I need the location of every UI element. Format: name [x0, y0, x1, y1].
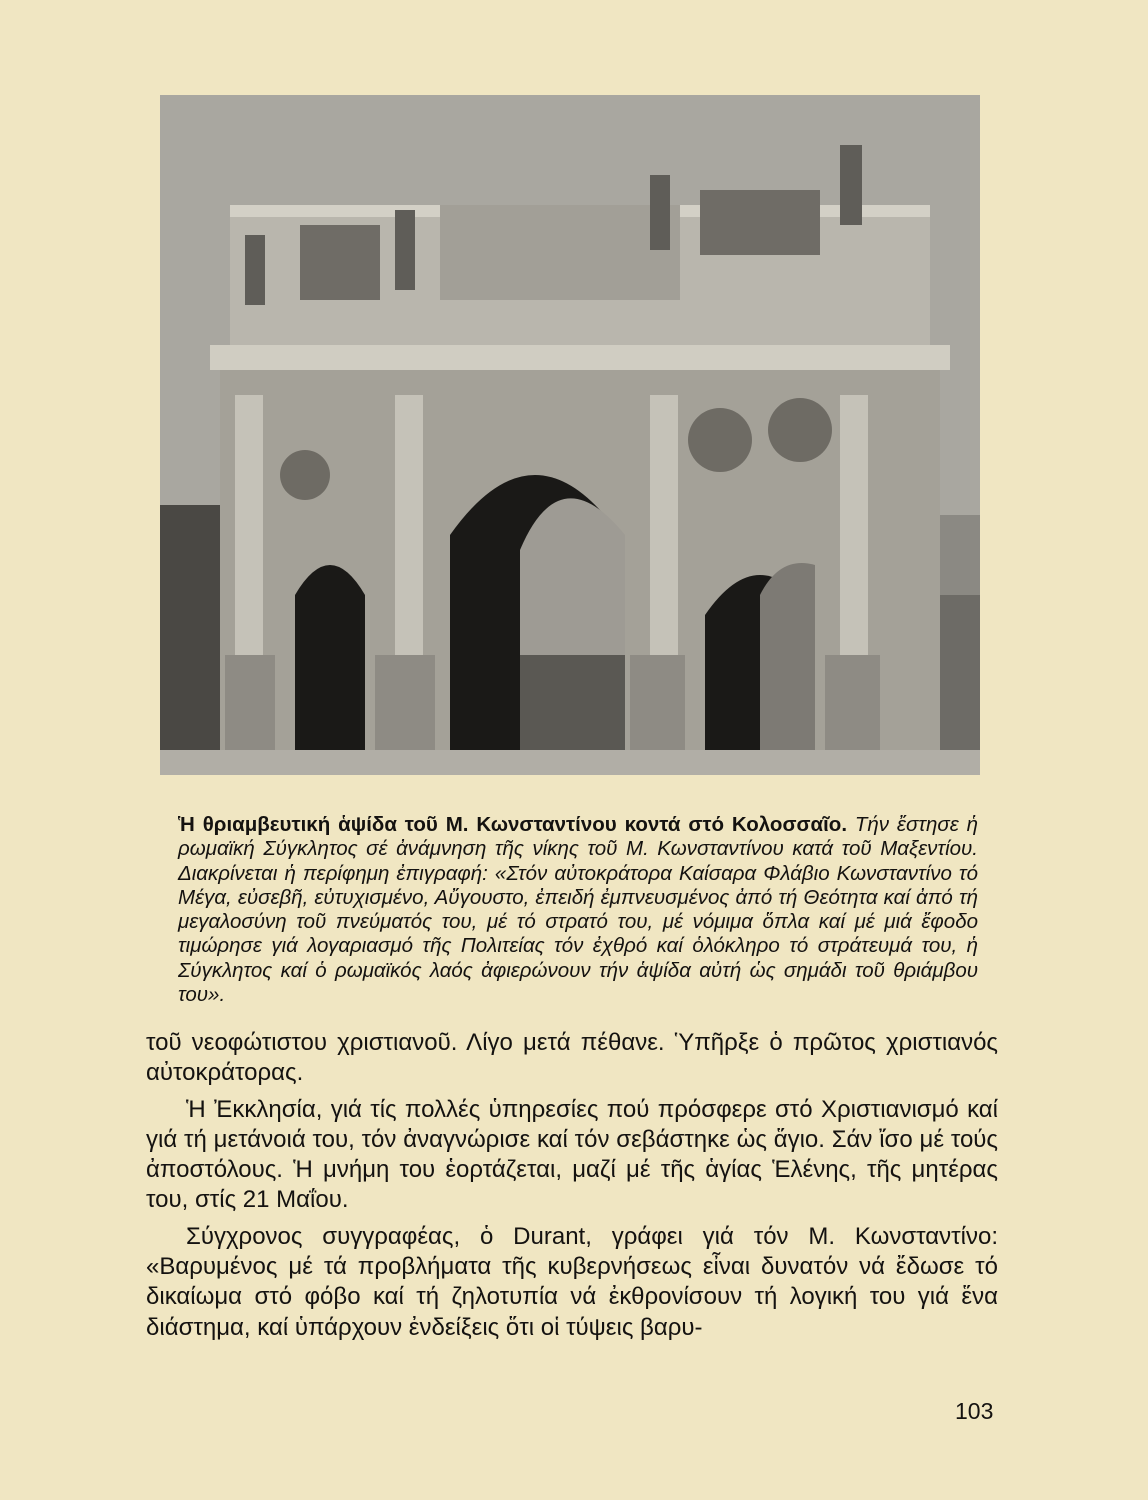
paragraph-2: Ἡ Ἐκκλησία, γιά τίς πολλές ὑπηρεσίες πού πρόσφερε στό Χριστιανισμό καί γιά τή μετάνοιά του, τόν ἀναγνώρισε καί τόν σεβάστηκε ὡς ἅγιο. Σάν ἴσο μέ τούς ἀποστόλους. Ἡ μνήμη του ἑορτάζεται, μαζί μέ τῆς ἁγίας Ἑλένης, τῆς μητέρας του, στίς 21 Μαΐου.	[146, 1095, 998, 1214]
paragraph-1: τοῦ νεοφώτιστου χριστιανοῦ. Λίγο μετά πέθανε. Ὑπῆρξε ὁ πρῶτος χριστιανός αὐτοκράτορας.	[146, 1029, 998, 1087]
caption-text: Τήν ἔστησε ἡ ρωμαϊκή Σύγκλητος σέ ἀνάμνηση τῆς νίκης τοῦ Μ. Κωνσταντίνου κατά τοῦ Μαξεντίου. Διακρίνεται ἡ περίφημη ἐπιγραφή: «Στόν αὐτοκράτορα Καίσαρα Φλάβιο Κωνσταντίνο τό Μέγα, εὐσεβῆ, εὐτυχισμένο, Αὔγουστο, ἐπειδή ἐμπνευσμένος ἀπό τή Θεότητα καί ἀπό τή μεγαλοσύνη τοῦ πνεύματός του, μέ τό στρατό του, μέ νόμιμα ὅπλα καί μέ μιά ἔφοδο τιμώρησε γιά λογαριασμό τῆς Πολιτείας τόν ἐχθρό καί ὁλόκληρο τό στράτευμά του, ἡ Σύγκλητος καί ὁ ρωμαϊκός λαός ἀφιερώνουν τήν ἁψίδα αὐτή ὡς σημάδι τοῦ θριάμβου του».	[178, 813, 978, 1007]
caption-title: Ἡ θριαμβευτική ἁψίδα τοῦ Μ. Κωνσταντίνου κοντά στό Κολοσσαῖο.	[178, 813, 848, 836]
body-text	[146, 1028, 998, 1349]
paragraph-3: Σύγχρονος συγγραφέας, ὁ Durant, γράφει γιά τόν Μ. Κωνσταντίνο: «Βαρυμένος μέ τά προβλήματα τῆς κυβερνήσεως εἶναι δυνατόν νά ἔδωσε τό δικαίωμα στό φόβο καί τή ζηλοτυπία νά ἐκθρονίσουν τή λογική του γιά ἕνα διάστημα, καί ὑπάρχουν ἐνδείξεις ὅτι οἱ τύψεις βαρυ-	[146, 1222, 998, 1341]
arch-photo	[160, 95, 980, 775]
page-number: 103	[955, 1398, 994, 1424]
photo-caption	[178, 813, 978, 1007]
